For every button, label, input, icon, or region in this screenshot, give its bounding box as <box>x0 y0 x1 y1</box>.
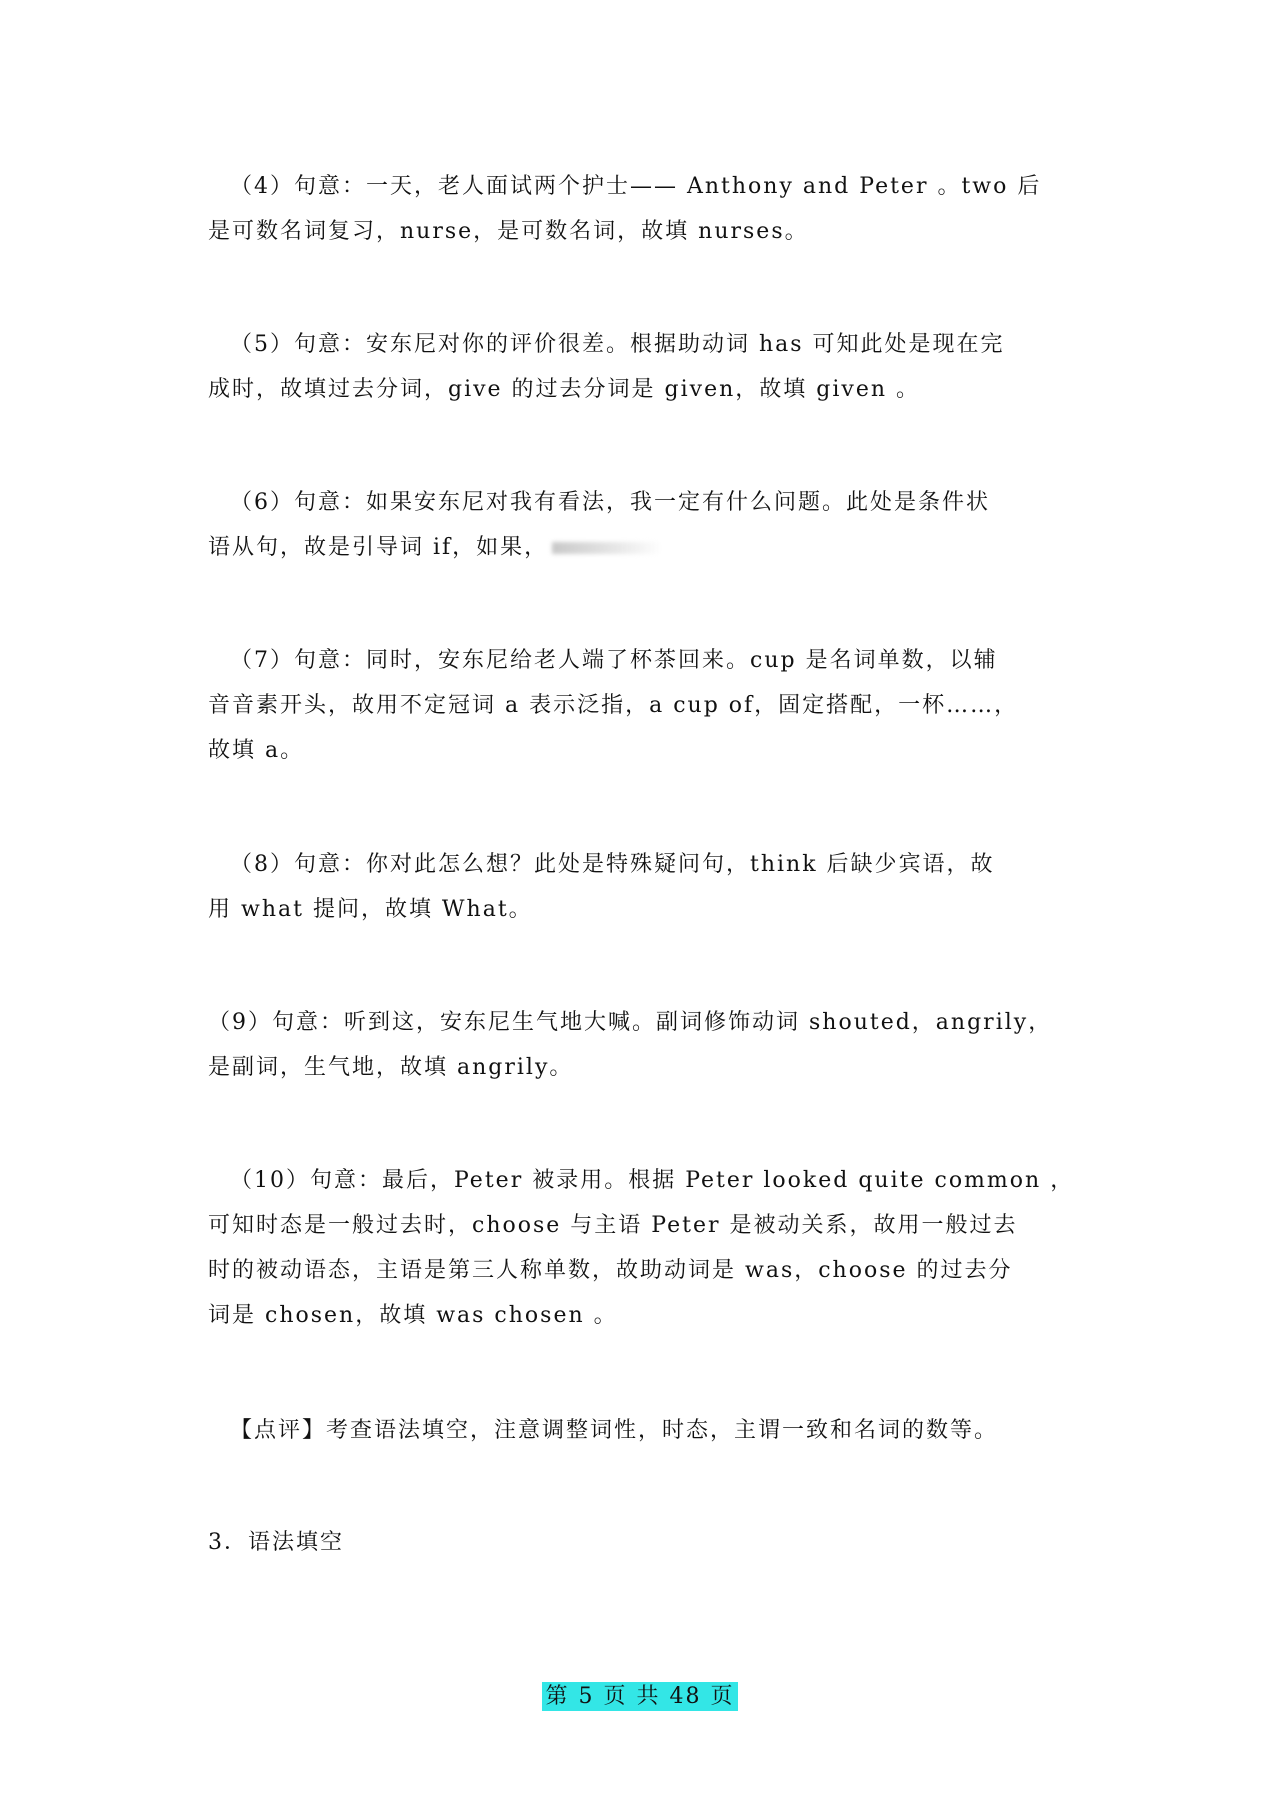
paragraph-line: （4）句意：一天，老人面试两个护士—— Anthony and Peter 。two 后 <box>230 174 1042 199</box>
paragraph-line: 可知时态是一般过去时，choose 与主语 Peter 是被动关系，故用一般过去 <box>208 1213 1018 1238</box>
paragraph-9 <box>208 1000 1076 1090</box>
paragraph-line: （8）句意：你对此怎么想？此处是特殊疑问句，think 后缺少宾语，故 <box>230 852 995 877</box>
section-heading <box>208 1520 1076 1565</box>
page-number: 第 5 页 共 48 页 <box>542 1682 739 1711</box>
paragraph-line: 音音素开头，故用不定冠词 a 表示泛指，a cup of，固定搭配，一杯……， <box>208 693 1019 718</box>
redacted-text <box>552 542 662 554</box>
paragraph-line: 时的被动语态，主语是第三人称单数，故助动词是 was，choose 的过去分 <box>208 1258 1013 1283</box>
paragraph-line: 故填 a。 <box>208 738 305 763</box>
paragraph-line: 3．语法填空 <box>208 1530 344 1555</box>
paragraph-line: 是可数名词复习，nurse，是可数名词，故填 nurses。 <box>208 219 809 244</box>
paragraph-line: 词是 chosen，故填 was chosen 。 <box>208 1303 618 1328</box>
paragraph-4 <box>208 164 1076 254</box>
paragraph-10 <box>208 1158 1076 1338</box>
paragraph-6 <box>208 480 1076 570</box>
review-comment <box>208 1408 1076 1453</box>
paragraph-line: 【点评】考查语法填空，注意调整词性，时态，主谓一致和名词的数等。 <box>230 1418 999 1443</box>
page-footer <box>0 1682 1280 1712</box>
paragraph-8 <box>208 842 1076 932</box>
paragraph-line: （5）句意：安东尼对你的评价很差。根据助动词 has 可知此处是现在完 <box>230 332 1005 357</box>
paragraph-line: 是副词，生气地，故填 angrily。 <box>208 1055 574 1080</box>
paragraph-line: （10）句意：最后，Peter 被录用。根据 Peter looked quite common ， <box>230 1168 1075 1193</box>
paragraph-5 <box>208 322 1076 412</box>
paragraph-7 <box>208 638 1076 773</box>
paragraph-line: （9）句意：听到这，安东尼生气地大喊。副词修饰动词 shouted，angrily， <box>208 1010 1053 1035</box>
paragraph-line: （6）句意：如果安东尼对我有看法，我一定有什么问题。此处是条件状 <box>230 490 990 515</box>
paragraph-line: （7）句意：同时，安东尼给老人端了杯茶回来。cup 是名词单数，以辅 <box>230 648 998 673</box>
paragraph-line: 用 what 提问，故填 What。 <box>208 897 533 922</box>
paragraph-line: 成时，故填过去分词，give 的过去分词是 given，故填 given 。 <box>208 377 921 402</box>
paragraph-line: 语从句，故是引导词 if，如果， <box>208 525 1076 570</box>
